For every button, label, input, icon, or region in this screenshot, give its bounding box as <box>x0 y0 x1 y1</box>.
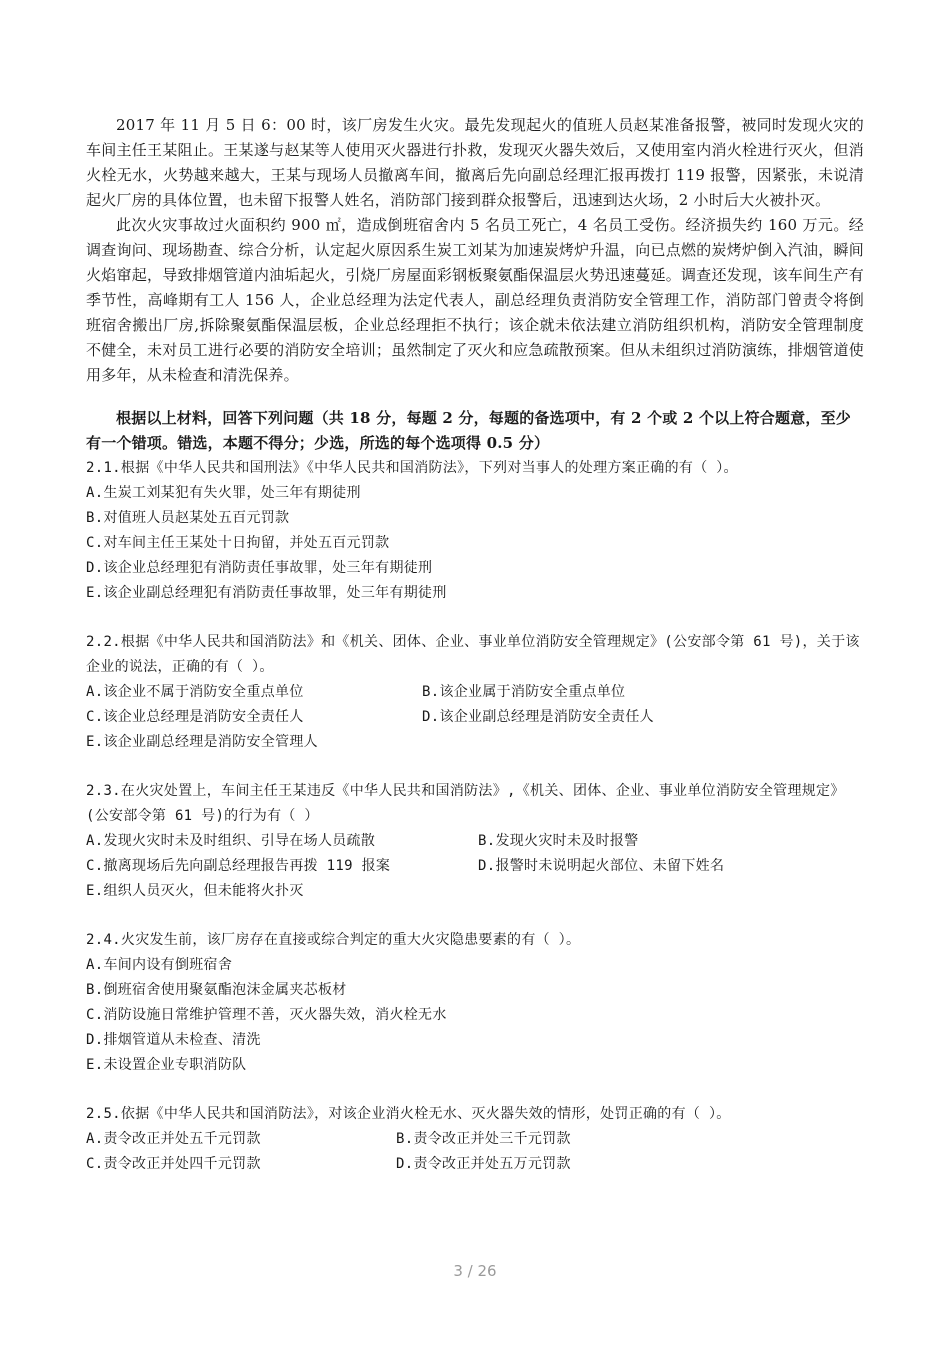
option-grid <box>86 829 864 879</box>
option-d: D.报警时未说明起火部位、未留下姓名 <box>478 858 725 874</box>
page-number: 3 / 26 <box>453 1262 497 1280</box>
option-d: D.责令改正并处五万元罚款 <box>396 1156 571 1172</box>
question-stem: 2.1.根据《中华人民共和国刑法》《中华人民共和国消防法》，下列对当事人的处理方案正确的有（ ）。 <box>86 460 738 476</box>
option-a: A.责令改正并处五千元罚款 <box>86 1131 261 1147</box>
question-stem: 2.5.依据《中华人民共和国消防法》，对该企业消火栓无水、灭火器失效的情形，处罚正确的有（ ）。 <box>86 1106 731 1122</box>
material-paragraph-1: 2017 年 11 月 5 日 6：00 时，该厂房发生火灾。最先发现起火的值班人员赵某准备报警，被同时发现火灾的车间主任王某阻止。王某遂与赵某等人使用灭火器进行扑救，发现灭火器失效后，又使用室内消火栓进行灭火，但消火栓无水，火势越来越大，王某与现场人员撤离车间，撤离后先向副总经理汇报再拨打 119 报警，因紧张，未说清起火厂房的具体位置，也未留下报警人姓名，消防部门接到群众报警后，迅速到达火场，2 小时后大火被扑灭。 <box>86 116 864 209</box>
option-grid <box>86 1127 864 1177</box>
question-stem: 2.3.在火灾处置上，车间主任王某违反《中华人民共和国消防法》,《机关、团体、企业、事业单位消防安全管理规定》(公安部令第 61 号)的行为有（ ） <box>86 783 845 824</box>
option-d: D.该企业总经理犯有消防责任事故罪，处三年有期徒刑 <box>86 560 433 576</box>
document-page <box>86 113 864 1177</box>
option-a: A.该企业不属于消防安全重点单位 <box>86 684 304 700</box>
material-paragraph-2: 此次火灾事故过火面积约 900 ㎡，造成倒班宿舍内 5 名员工死亡，4 名员工受伤。经济损失约 160 万元。经调查询问、现场勘查、综合分析，认定起火原因系生炭工刘某为加速炭烤炉升温，向已点燃的炭烤炉倒入汽油，瞬间火焰窜起，导致排烟管道内油垢起火，引烧厂房屋面彩钢板聚氨酯保温层火势迅速蔓延。调查还发现，该车间生产有季节性，高峰期有工人 156 人，企业总经理为法定代表人，副总经理负责消防安全管理工作，消防部门曾责令将倒班宿舍搬出厂房,拆除聚氨酯保温层板，企业总经理拒不执行；该企就未依法建立消防组织机构，消防安全管理制度不健全，未对员工进行必要的消防安全培训；虽然制定了灭火和应急疏散预案。但从未组织过消防演练，排烟管道使用多年，从未检查和清洗保养。 <box>86 216 864 384</box>
question-2-2 <box>86 630 864 755</box>
option-e: E.该企业副总经理是消防安全管理人 <box>86 734 318 750</box>
option-a: A.发现火灾时未及时组织、引导在场人员疏散 <box>86 833 376 849</box>
option-c: C.该企业总经理是消防安全责任人 <box>86 709 304 725</box>
option-c: C.对车间主任王某处十日拘留，并处五百元罚款 <box>86 535 390 551</box>
question-2-5 <box>86 1102 864 1177</box>
option-e: E.未设置企业专职消防队 <box>86 1057 247 1073</box>
question-2-3 <box>86 779 864 904</box>
option-d: D.该企业副总经理是消防安全责任人 <box>422 709 654 725</box>
question-2-4 <box>86 928 864 1078</box>
answer-instructions: 根据以上材料，回答下列问题（共 18 分，每题 2 分，每题的备选项中，有 2 个或 2 个以上符合题意，至少有一个错项。错选，本题不得分；少选，所选的每个选项得 0.5 分） <box>86 409 851 452</box>
option-b: B.该企业属于消防安全重点单位 <box>422 684 626 700</box>
option-b: B.发现火灾时未及时报警 <box>478 833 639 849</box>
option-e: E.该企业副总经理犯有消防责任事故罪，处三年有期徒刑 <box>86 585 447 601</box>
question-2-1 <box>86 456 864 606</box>
option-c: C.消防设施日常维护管理不善，灭火器失效，消火栓无水 <box>86 1007 447 1023</box>
option-e: E.组织人员灭火，但未能将火扑灭 <box>86 883 304 899</box>
question-stem: 2.4.火灾发生前，该厂房存在直接或综合判定的重大火灾隐患要素的有（ ）。 <box>86 932 581 948</box>
question-stem: 2.2.根据《中华人民共和国消防法》和《机关、团体、企业、事业单位消防安全管理规定》(公安部令第 61 号)，关于该企业的说法，正确的有（ ）。 <box>86 634 860 675</box>
option-b: B.倒班宿舍使用聚氨酯泡沫金属夹芯板材 <box>86 982 347 998</box>
option-c: C.撤离现场后先向副总经理报告再拨 119 报案 <box>86 858 391 874</box>
option-a: A.生炭工刘某犯有失火罪，处三年有期徒刑 <box>86 485 361 501</box>
option-grid <box>86 680 864 730</box>
option-b: B.责令改正并处三千元罚款 <box>396 1131 571 1147</box>
option-c: C.责令改正并处四千元罚款 <box>86 1156 261 1172</box>
option-d: D.排烟管道从未检查、清洗 <box>86 1032 261 1048</box>
option-a: A.车间内设有倒班宿舍 <box>86 957 233 973</box>
option-b: B.对值班人员赵某处五百元罚款 <box>86 510 290 526</box>
